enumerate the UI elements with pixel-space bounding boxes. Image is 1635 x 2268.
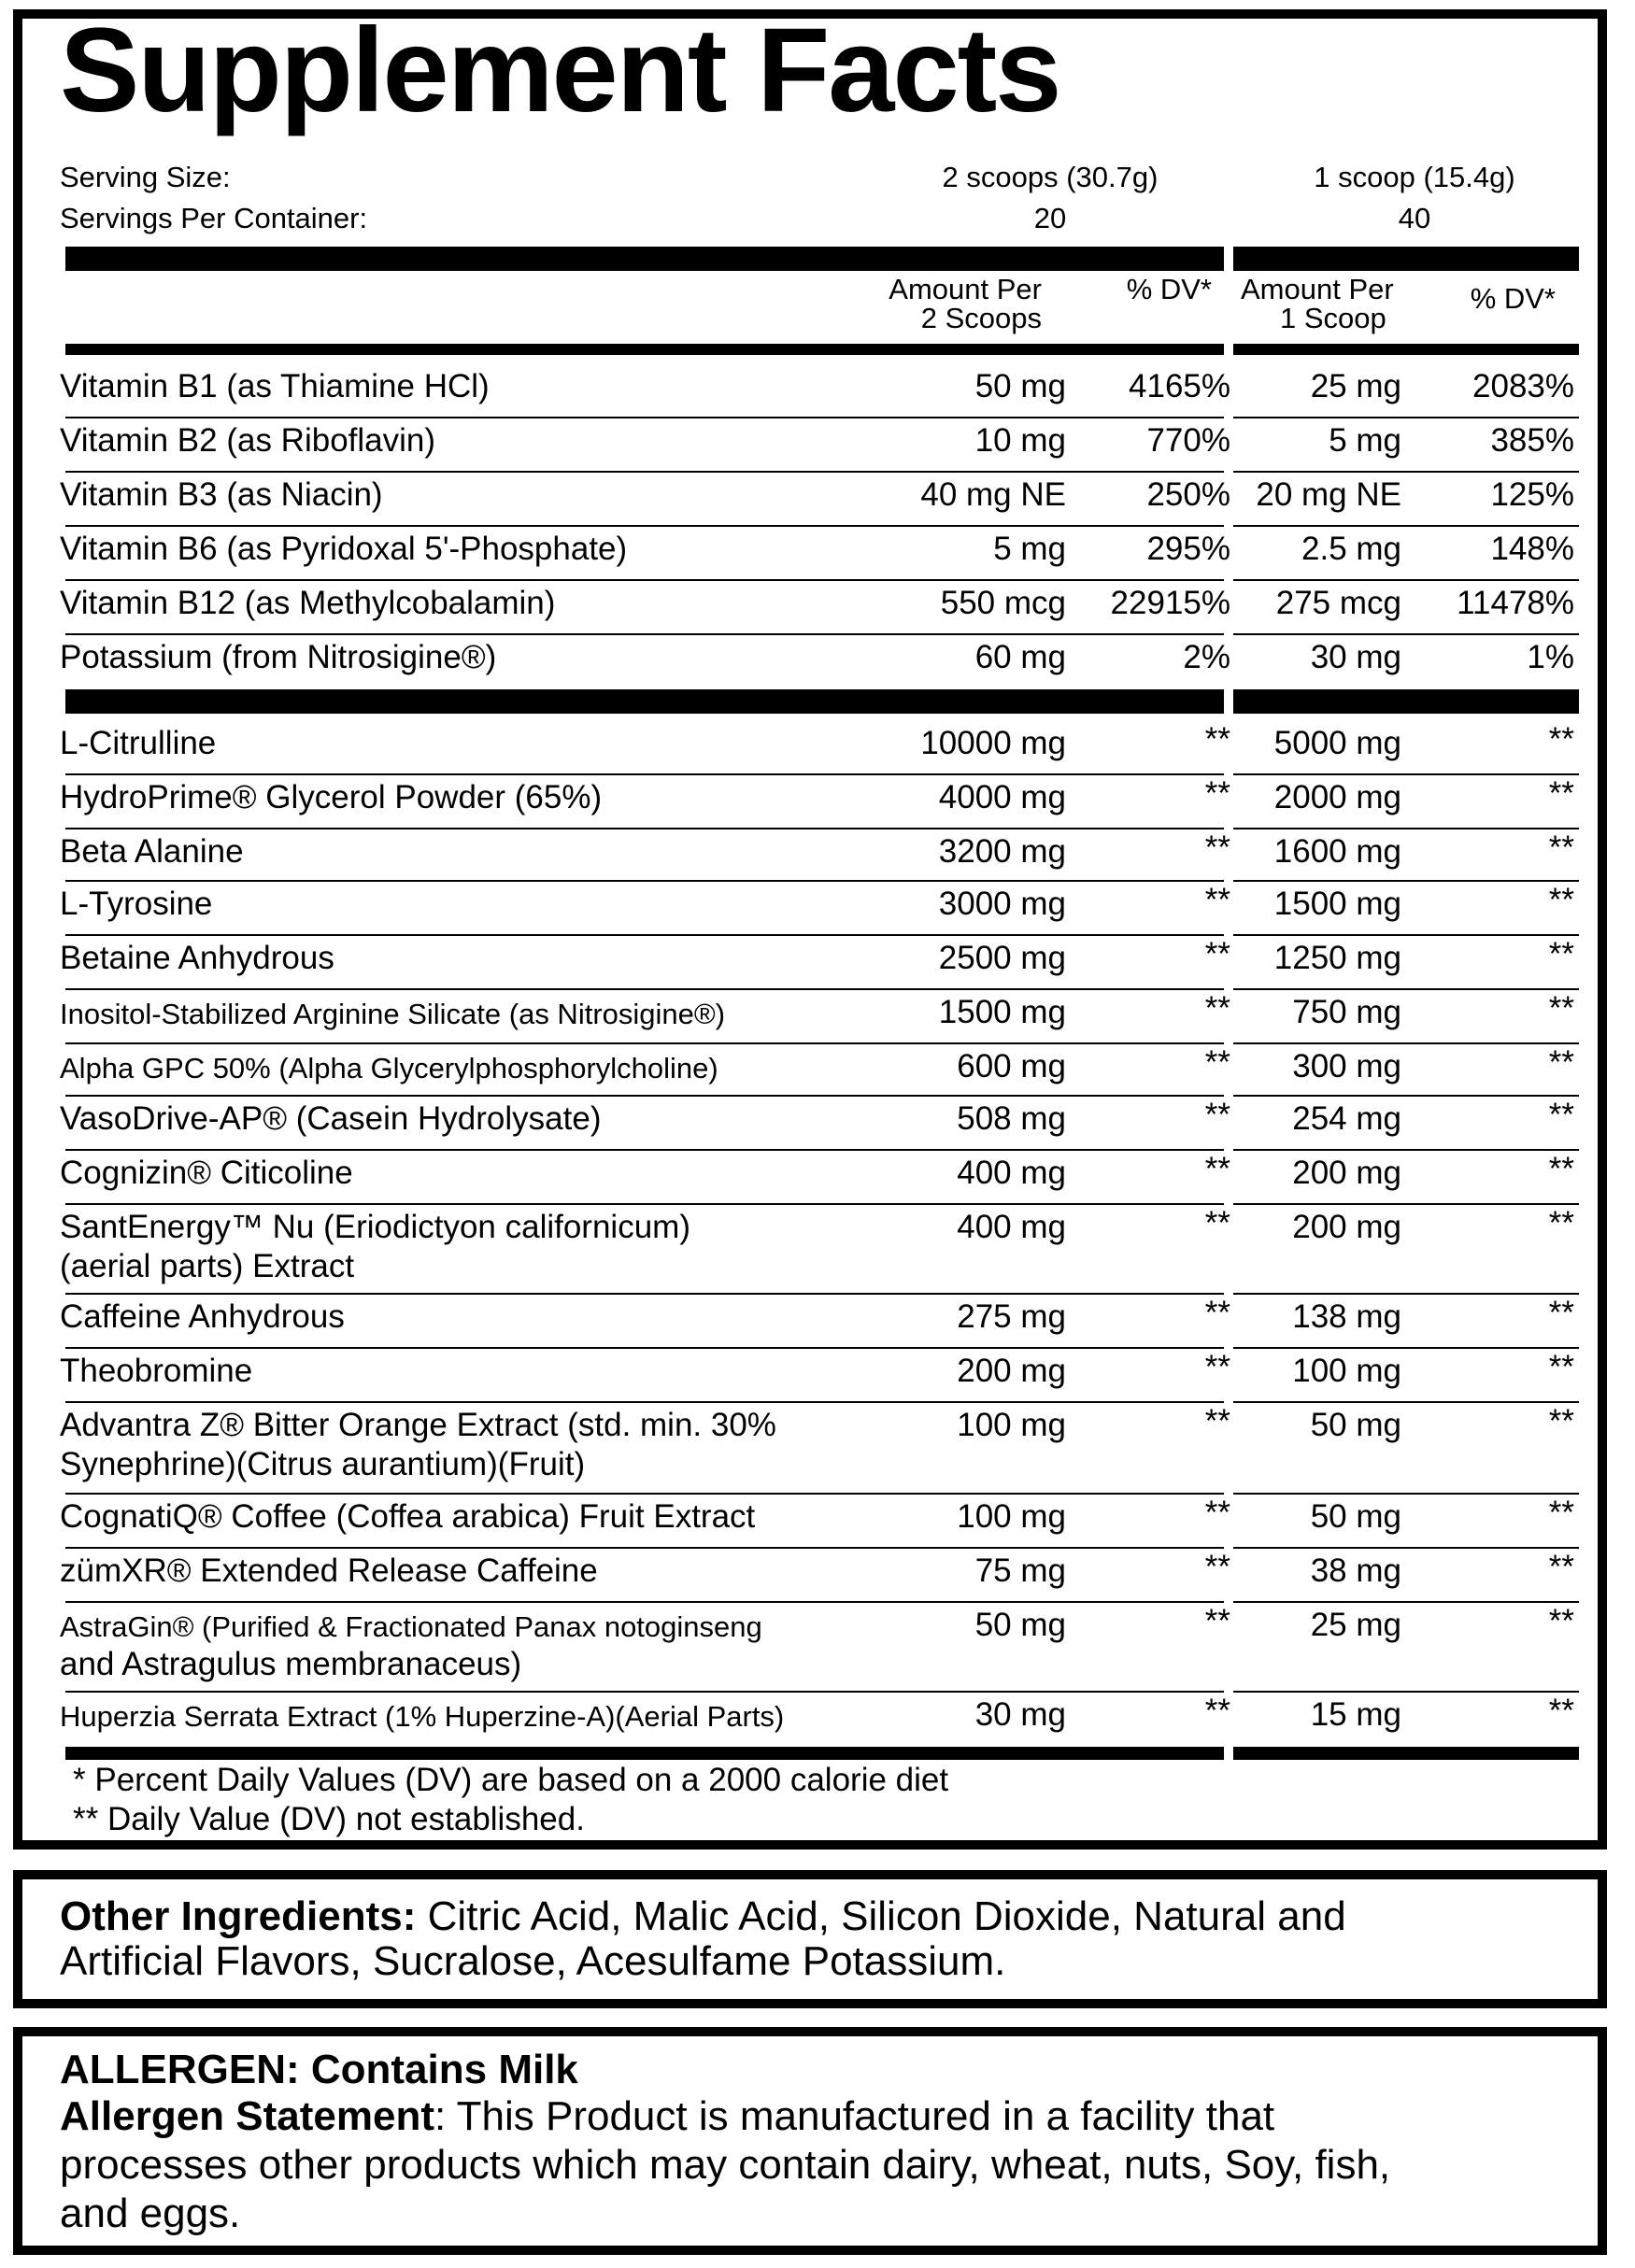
footnote-dv: * Percent Daily Values (DV) are based on a 2000 calorie diet (73, 1762, 949, 1798)
header-bar-right (1233, 247, 1579, 271)
row-dv-1: ** (1548, 1603, 1574, 1639)
table-row (22, 1349, 1616, 1401)
other-ingredients-line1 (60, 1892, 1346, 1941)
row-name: Caffeine Anhydrous (60, 1298, 345, 1335)
row-amount-2: 75 mg (974, 1552, 1066, 1589)
table-row (22, 473, 1616, 525)
allergen-heading: ALLERGEN: Contains Milk (60, 2047, 578, 2092)
row-dv-1: ** (1548, 721, 1574, 758)
row-name: Beta Alanine (60, 833, 244, 870)
row-dv-1: ** (1548, 1205, 1574, 1241)
row-dv-2: ** (1204, 936, 1230, 972)
header-amount-2-line1: Amount Per (889, 273, 1042, 305)
row-dv-1: ** (1548, 829, 1574, 866)
row-dv-2: ** (1204, 721, 1230, 758)
header-amount-2-line2: 2 Scoops (920, 302, 1042, 334)
serving-size-2: 2 scoops (30.7g) (942, 161, 1159, 193)
row-amount-1: 38 mg (1310, 1552, 1401, 1589)
section-divider-right (1233, 689, 1579, 714)
row-dv-1: 125% (1490, 476, 1574, 513)
supplement-facts-panel (13, 4, 1607, 1850)
row-amount-1: 275 mcg (1275, 585, 1401, 621)
row-amount-1: 25 mg (1310, 1607, 1401, 1643)
table-row (22, 1495, 1616, 1547)
table-row (22, 990, 1616, 1042)
row-name: Alpha GPC 50% (Alpha Glycerylphosphorylcholine) (60, 1052, 718, 1084)
other-ingredients-label: Other Ingredients: (60, 1893, 417, 1939)
section-divider-left (65, 689, 1224, 714)
row-amount-1: 25 mg (1310, 368, 1401, 404)
row-name: Advantra Z® Bitter Orange Extract (std. min. 30% (60, 1407, 776, 1443)
row-amount-2: 1500 mg (938, 994, 1066, 1030)
row-amount-2: 550 mcg (940, 585, 1066, 621)
table-row (22, 1151, 1616, 1203)
row-name: SantEnergy™ Nu (Eriodictyon californicum) (60, 1209, 690, 1245)
row-dv-2: ** (1204, 1295, 1230, 1331)
row-amount-2: 3200 mg (938, 833, 1066, 870)
row-amount-2: 100 mg (957, 1498, 1066, 1535)
row-amount-2: 10 mg (974, 422, 1066, 459)
table-row (22, 936, 1616, 988)
row-dv-1: ** (1548, 1403, 1574, 1439)
row-name: HydroPrime® Glycerol Powder (65%) (60, 779, 603, 815)
allergen-statement-line3: and eggs. (60, 2190, 241, 2236)
row-name: AstraGin® (Purified & Fractionated Panax notoginseng (60, 1610, 762, 1643)
header-dv-2: % DV* (1126, 273, 1212, 305)
row-name-continued: (aerial parts) Extract (60, 1248, 355, 1284)
row-name: Inositol-Stabilized Arginine Silicate (as Nitrosigine®) (60, 998, 726, 1030)
row-amount-1: 15 mg (1310, 1696, 1401, 1733)
row-amount-1: 5 mg (1329, 422, 1401, 459)
row-amount-1: 200 mg (1292, 1209, 1401, 1245)
servings-per-container-label: Servings Per Container: (60, 202, 368, 234)
row-amount-1: 750 mg (1292, 994, 1401, 1030)
row-dv-2: ** (1204, 1044, 1230, 1081)
row-dv-2: ** (1204, 1495, 1230, 1531)
row-amount-2: 600 mg (957, 1048, 1066, 1084)
row-name: Huperzia Serrata Extract (1% Huperzine-A)(Aerial Parts) (60, 1700, 785, 1733)
row-dv-2: 295% (1146, 531, 1230, 567)
table-row (22, 1403, 1616, 1495)
table-row (22, 418, 1616, 471)
row-dv-2: 2% (1183, 639, 1230, 675)
row-amount-2: 508 mg (957, 1100, 1066, 1137)
panel-title: Supplement Facts (60, 4, 1060, 137)
row-amount-1: 2.5 mg (1301, 531, 1401, 567)
row-amount-1: 2000 mg (1273, 779, 1401, 815)
row-dv-2: 770% (1146, 422, 1230, 459)
row-name: Potassium (from Nitrosigine®) (60, 639, 497, 675)
row-dv-2: ** (1204, 1349, 1230, 1385)
row-amount-2: 50 mg (974, 1607, 1066, 1643)
row-amount-2: 30 mg (974, 1696, 1066, 1733)
header-bar-left (65, 247, 1224, 271)
table-row (22, 364, 1616, 417)
row-amount-1: 100 mg (1292, 1353, 1401, 1389)
row-amount-2: 50 mg (974, 368, 1066, 404)
other-ingredients-line2: Artificial Flavors, Sucralose, Acesulfame Potassium. (60, 1938, 1006, 1984)
row-amount-2: 40 mg NE (920, 476, 1066, 513)
row-name: Cognizin® Citicoline (60, 1155, 353, 1191)
row-dv-2: ** (1204, 882, 1230, 918)
row-amount-2: 4000 mg (938, 779, 1066, 815)
row-amount-1: 50 mg (1310, 1498, 1401, 1535)
bottom-bar-left (65, 1747, 1224, 1760)
table-row (22, 775, 1616, 828)
row-dv-2: ** (1204, 1693, 1230, 1729)
row-name: VasoDrive-AP® (Casein Hydrolysate) (60, 1100, 602, 1137)
row-amount-1: 200 mg (1292, 1155, 1401, 1191)
header-amount-1-line2: 1 Scoop (1280, 302, 1386, 334)
row-amount-1: 50 mg (1310, 1407, 1401, 1443)
other-ingredients-panel (13, 1870, 1607, 2008)
row-dv-2: ** (1204, 775, 1230, 812)
allergen-statement-line2: processes other products which may contain dairy, wheat, nuts, Soy, fish, (60, 2142, 1391, 2188)
row-amount-1: 254 mg (1292, 1100, 1401, 1137)
other-ingredients-text: Citric Acid, Malic Acid, Silicon Dioxide, Natural and (416, 1893, 1346, 1939)
table-row (22, 1549, 1616, 1601)
row-amount-1: 1600 mg (1273, 833, 1401, 870)
row-dv-2: ** (1204, 1097, 1230, 1133)
row-amount-2: 5 mg (993, 531, 1066, 567)
row-name-continued: and Astragulus membranaceus) (60, 1646, 522, 1682)
row-dv-2: ** (1204, 1603, 1230, 1639)
row-amount-1: 20 mg NE (1256, 476, 1401, 513)
row-dv-1: 1% (1527, 639, 1574, 675)
row-name: L-Tyrosine (60, 886, 213, 922)
row-name: Vitamin B6 (as Pyridoxal 5'-Phosphate) (60, 531, 628, 567)
table-row (22, 1693, 1616, 1745)
allergen-statement-label: Allergen Statement (60, 2093, 434, 2139)
row-dv-2: ** (1204, 1549, 1230, 1585)
row-amount-1: 5000 mg (1273, 725, 1401, 761)
row-dv-1: ** (1548, 775, 1574, 812)
allergen-panel (13, 2027, 1607, 2255)
row-dv-1: ** (1548, 1151, 1574, 1187)
row-amount-2: 100 mg (957, 1407, 1066, 1443)
table-row (22, 1205, 1616, 1295)
row-name-continued: Synephrine)(Citrus aurantium)(Fruit) (60, 1446, 586, 1482)
row-dv-2: ** (1204, 1403, 1230, 1439)
row-name: zümXR® Extended Release Caffeine (60, 1552, 598, 1589)
row-name: Theobromine (60, 1353, 253, 1389)
row-dv-1: 2083% (1472, 368, 1574, 404)
row-amount-1: 300 mg (1292, 1048, 1401, 1084)
servings-per-container-1: 40 (1398, 202, 1431, 234)
table-row (22, 1097, 1616, 1149)
row-amount-2: 60 mg (974, 639, 1066, 675)
table-row (22, 635, 1616, 687)
row-dv-1: ** (1548, 1495, 1574, 1531)
header-divider-right (1233, 344, 1579, 355)
row-dv-2: 4165% (1129, 368, 1230, 404)
row-dv-1: 385% (1490, 422, 1574, 459)
row-dv-2: ** (1204, 1205, 1230, 1241)
bottom-bar-right (1233, 1747, 1579, 1760)
row-dv-1: ** (1548, 936, 1574, 972)
header-divider-left (65, 344, 1224, 355)
row-dv-1: ** (1548, 990, 1574, 1027)
row-dv-1: 11478% (1457, 585, 1574, 621)
servings-per-container-2: 20 (1033, 202, 1067, 234)
row-amount-2: 10000 mg (920, 725, 1066, 761)
table-row (22, 1044, 1616, 1097)
row-dv-2: 22915% (1110, 585, 1230, 621)
table-row (22, 1603, 1616, 1693)
row-amount-1: 1500 mg (1273, 886, 1401, 922)
row-amount-2: 200 mg (957, 1353, 1066, 1389)
serving-size-1: 1 scoop (15.4g) (1314, 161, 1515, 193)
row-amount-1: 1250 mg (1273, 940, 1401, 976)
table-row (22, 829, 1616, 882)
row-dv-1: ** (1548, 882, 1574, 918)
table-row (22, 581, 1616, 633)
allergen-statement-line1 (60, 2092, 1274, 2141)
row-dv-1: ** (1548, 1295, 1574, 1331)
row-amount-1: 30 mg (1310, 639, 1401, 675)
row-dv-2: ** (1204, 1151, 1230, 1187)
row-name: Vitamin B3 (as Niacin) (60, 476, 383, 513)
row-amount-2: 2500 mg (938, 940, 1066, 976)
row-dv-1: ** (1548, 1349, 1574, 1385)
table-row (22, 1295, 1616, 1347)
row-dv-1: 148% (1490, 531, 1574, 567)
allergen-statement-text: : This Product is manufactured in a facility that (434, 2093, 1275, 2139)
row-dv-2: 250% (1146, 476, 1230, 513)
row-dv-1: ** (1548, 1693, 1574, 1729)
row-dv-2: ** (1204, 829, 1230, 866)
row-dv-2: ** (1204, 990, 1230, 1027)
table-row (22, 882, 1616, 934)
row-name: Vitamin B2 (as Riboflavin) (60, 422, 436, 459)
header-amount-1-line1: Amount Per (1241, 273, 1394, 305)
footnote-not-established: ** Daily Value (DV) not established. (73, 1801, 585, 1837)
row-amount-2: 400 mg (957, 1209, 1066, 1245)
row-dv-1: ** (1548, 1097, 1574, 1133)
table-row (22, 721, 1616, 773)
row-amount-2: 275 mg (957, 1298, 1066, 1335)
table-row (22, 527, 1616, 579)
row-dv-1: ** (1548, 1549, 1574, 1585)
row-amount-1: 138 mg (1292, 1298, 1401, 1335)
row-name: L-Citrulline (60, 725, 217, 761)
row-amount-2: 3000 mg (938, 886, 1066, 922)
row-name: Betaine Anhydrous (60, 940, 334, 976)
row-dv-1: ** (1548, 1044, 1574, 1081)
header-dv-1: % DV* (1470, 282, 1556, 315)
row-name: Vitamin B1 (as Thiamine HCl) (60, 368, 490, 404)
row-name: Vitamin B12 (as Methylcobalamin) (60, 585, 556, 621)
row-amount-2: 400 mg (957, 1155, 1066, 1191)
serving-size-label: Serving Size: (60, 161, 231, 193)
row-name: CognatiQ® Coffee (Coffea arabica) Fruit Extract (60, 1498, 756, 1535)
